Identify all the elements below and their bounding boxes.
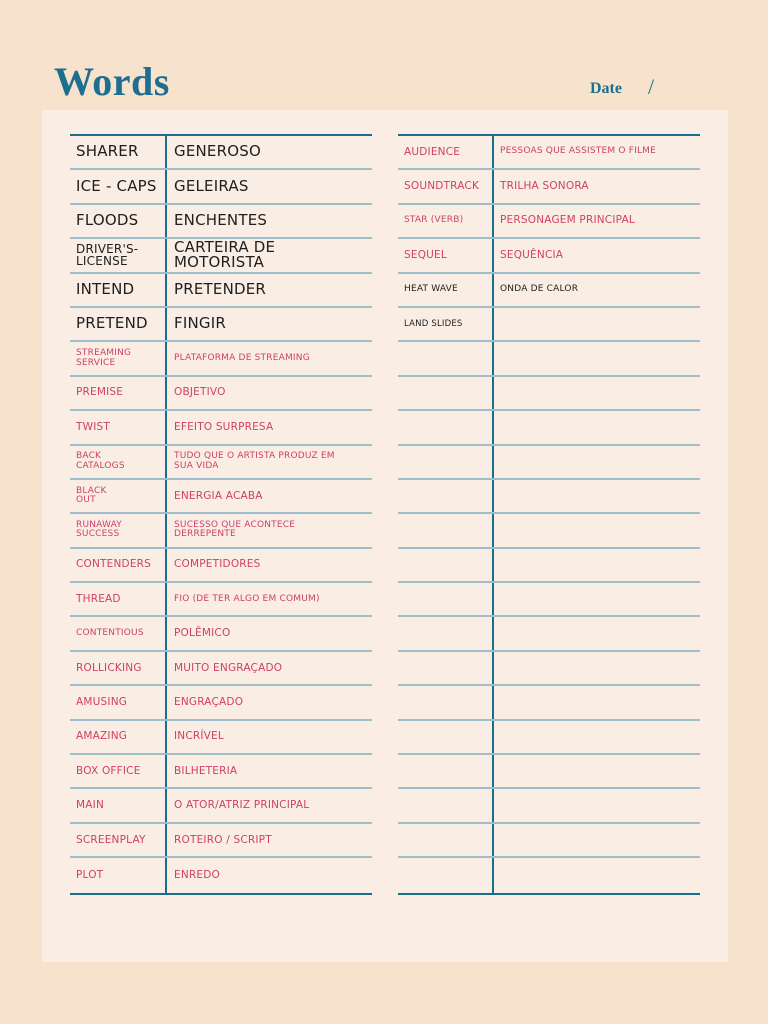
english-word: HEAT WAVE (404, 284, 458, 295)
english-word: STREAMING SERVICE (76, 348, 132, 368)
english-word: BACK CATALOGS (76, 451, 125, 471)
meaning-cell (500, 583, 698, 615)
vocab-row (70, 824, 372, 858)
vocab-row (398, 652, 700, 686)
word-cell (404, 411, 492, 443)
english-word: AUDIENCE (404, 145, 461, 158)
meaning-cell (500, 755, 698, 787)
meaning-cell (174, 755, 370, 787)
meaning-cell (174, 136, 370, 168)
meaning-cell (500, 480, 698, 512)
meaning-cell (500, 274, 698, 306)
word-cell (76, 652, 164, 684)
word-cell (76, 205, 164, 237)
english-word: BLACK OUT (76, 485, 107, 506)
meaning-cell (174, 514, 370, 546)
word-cell (76, 308, 164, 340)
meaning-cell (174, 480, 370, 512)
english-word: AMAZING (76, 730, 128, 743)
meaning-cell (174, 858, 370, 892)
meaning-cell (500, 617, 698, 649)
word-cell (76, 377, 164, 409)
vocab-row (70, 721, 372, 755)
meaning-cell (500, 342, 698, 374)
vocab-row (398, 549, 700, 583)
meaning-cell (500, 514, 698, 546)
vocab-row (70, 274, 372, 308)
vocab-row (70, 411, 372, 445)
vocab-row (70, 239, 372, 273)
vocab-row (398, 274, 700, 308)
vocab-row (398, 514, 700, 548)
word-cell (76, 583, 164, 615)
portuguese-meaning: FINGIR (174, 314, 226, 333)
portuguese-meaning: PERSONAGEM PRINCIPAL (500, 214, 635, 227)
date-separator: / (648, 74, 655, 99)
english-word: AMUSING (76, 695, 128, 708)
word-cell (404, 617, 492, 649)
portuguese-meaning: COMPETIDORES (174, 558, 261, 571)
word-cell (404, 446, 492, 478)
vocab-row (398, 858, 700, 892)
english-word: MAIN (76, 799, 104, 812)
meaning-cell (174, 617, 370, 649)
english-word: PRETEND (76, 314, 148, 333)
portuguese-meaning: BILHETERIA (174, 764, 238, 777)
word-cell (76, 170, 164, 202)
portuguese-meaning: PRETENDER (174, 279, 267, 298)
vocab-row (70, 652, 372, 686)
word-cell (404, 789, 492, 821)
word-cell (76, 789, 164, 821)
vocab-row (398, 377, 700, 411)
word-cell (404, 514, 492, 546)
portuguese-meaning: POLÊMICO (174, 627, 231, 640)
word-cell (404, 652, 492, 684)
english-word: LAND SLIDES (404, 318, 463, 329)
vocab-row (70, 377, 372, 411)
meaning-cell (500, 686, 698, 718)
word-cell (404, 858, 492, 892)
meaning-cell (500, 136, 698, 168)
word-cell (76, 549, 164, 581)
portuguese-meaning: PESSOAS QUE ASSISTEM O FILME (500, 146, 657, 157)
word-cell (404, 583, 492, 615)
english-word: CONTENTIOUS (76, 627, 144, 638)
portuguese-meaning: ROTEIRO / SCRIPT (174, 833, 272, 846)
word-cell (76, 721, 164, 753)
word-cell (404, 824, 492, 856)
portuguese-meaning: TRILHA SONORA (500, 180, 589, 193)
vocab-row (70, 480, 372, 514)
english-word: ICE - CAPS (76, 176, 157, 195)
vocabulary-table-left (70, 134, 372, 895)
meaning-cell (174, 652, 370, 684)
vocab-row (70, 789, 372, 823)
meaning-cell (174, 377, 370, 409)
word-cell (76, 480, 164, 512)
vocab-row (398, 617, 700, 651)
word-cell (76, 342, 164, 374)
vocab-row (70, 858, 372, 892)
portuguese-meaning: PLATAFORMA DE STREAMING (174, 352, 310, 363)
english-word: INTEND (76, 279, 135, 298)
word-cell (76, 824, 164, 856)
meaning-cell (500, 652, 698, 684)
word-cell (404, 342, 492, 374)
vocab-row (398, 824, 700, 858)
word-cell (404, 549, 492, 581)
word-cell (76, 446, 164, 478)
english-word: DRIVER'S- LICENSE (76, 241, 139, 269)
meaning-cell (174, 342, 370, 374)
vocab-row (70, 136, 372, 170)
portuguese-meaning: OBJETIVO (174, 386, 226, 399)
word-cell (76, 755, 164, 787)
word-cell (404, 205, 492, 237)
english-word: STAR (VERB) (404, 215, 464, 226)
vocab-row (398, 446, 700, 480)
meaning-cell (174, 308, 370, 340)
english-word: PREMISE (76, 386, 124, 399)
portuguese-meaning: CARTEIRA DE MOTORISTA (174, 239, 276, 272)
vocab-row (398, 308, 700, 342)
vocab-row (398, 755, 700, 789)
vocab-row (70, 342, 372, 376)
portuguese-meaning: SEQUÊNCIA (500, 248, 564, 261)
meaning-cell (500, 824, 698, 856)
word-cell (404, 170, 492, 202)
meaning-cell (500, 377, 698, 409)
meaning-cell (500, 858, 698, 892)
portuguese-meaning: GELEIRAS (174, 176, 249, 195)
portuguese-meaning: ONDA DE CALOR (500, 284, 579, 295)
portuguese-meaning: ENERGIA ACABA (174, 489, 263, 502)
word-cell (404, 308, 492, 340)
word-cell (404, 721, 492, 753)
portuguese-meaning: SUCESSO QUE ACONTECE DERREPENTE (174, 520, 296, 540)
meaning-cell (174, 721, 370, 753)
vocab-row (70, 170, 372, 204)
english-word: SHARER (76, 142, 139, 161)
word-cell (404, 274, 492, 306)
date-label: Date (590, 80, 622, 97)
vocab-row (398, 136, 700, 170)
portuguese-meaning: MUITO ENGRAÇADO (174, 661, 283, 674)
vocab-row (398, 789, 700, 823)
english-word: SOUNDTRACK (404, 180, 480, 193)
meaning-cell (500, 549, 698, 581)
vocab-row (398, 411, 700, 445)
vocabulary-sheet (42, 110, 728, 962)
vocab-row (70, 514, 372, 548)
meaning-cell (500, 170, 698, 202)
vocab-row (70, 205, 372, 239)
meaning-cell (500, 789, 698, 821)
meaning-cell (174, 686, 370, 718)
vocab-row (398, 583, 700, 617)
meaning-cell (500, 446, 698, 478)
vocab-row (398, 170, 700, 204)
vocab-row (70, 686, 372, 720)
meaning-cell (500, 308, 698, 340)
meaning-cell (174, 549, 370, 581)
vocab-row (398, 721, 700, 755)
meaning-cell (174, 824, 370, 856)
meaning-cell (174, 789, 370, 821)
english-word: FLOODS (76, 211, 139, 230)
english-word: RUNAWAY SUCCESS (76, 520, 123, 540)
meaning-cell (174, 170, 370, 202)
meaning-cell (174, 239, 370, 271)
vocab-row (398, 480, 700, 514)
portuguese-meaning: INCRÍVEL (174, 730, 224, 743)
word-cell (76, 136, 164, 168)
vocab-row (70, 617, 372, 651)
word-cell (76, 514, 164, 546)
word-cell (404, 377, 492, 409)
vocabulary-table-right (398, 134, 700, 895)
vocab-row (398, 205, 700, 239)
word-cell (404, 686, 492, 718)
english-word: CONTENDERS (76, 558, 152, 571)
english-word: THREAD (76, 592, 121, 605)
word-cell (76, 686, 164, 718)
english-word: PLOT (76, 868, 104, 881)
meaning-cell (500, 411, 698, 443)
word-cell (76, 858, 164, 892)
vocab-row (70, 755, 372, 789)
word-cell (404, 136, 492, 168)
meaning-cell (174, 411, 370, 443)
page-title: Words (54, 59, 170, 104)
vocab-row (398, 342, 700, 376)
word-cell (404, 480, 492, 512)
meaning-cell (174, 583, 370, 615)
portuguese-meaning: GENEROSO (174, 142, 261, 161)
vocab-row (70, 446, 372, 480)
english-word: TWIST (76, 420, 110, 433)
meaning-cell (500, 239, 698, 271)
english-word: SCREENPLAY (76, 833, 146, 846)
vocab-row (70, 308, 372, 342)
meaning-cell (174, 205, 370, 237)
portuguese-meaning: TUDO QUE O ARTISTA PRODUZ EM SUA VIDA (174, 451, 335, 471)
portuguese-meaning: O ATOR/ATRIZ PRINCIPAL (174, 799, 310, 812)
english-word: ROLLICKING (76, 661, 142, 674)
vocab-row (70, 549, 372, 583)
english-word: SEQUEL (404, 248, 447, 261)
meaning-cell (500, 721, 698, 753)
english-word: BOX OFFICE (76, 764, 141, 777)
portuguese-meaning: EFEITO SURPRESA (174, 420, 274, 433)
word-cell (76, 239, 164, 271)
portuguese-meaning: ENCHENTES (174, 211, 268, 230)
meaning-cell (174, 446, 370, 478)
meaning-cell (174, 274, 370, 306)
vocab-row (398, 686, 700, 720)
vocab-row (398, 239, 700, 273)
word-cell (76, 274, 164, 306)
word-cell (76, 411, 164, 443)
word-cell (404, 239, 492, 271)
portuguese-meaning: ENGRAÇADO (174, 695, 244, 708)
portuguese-meaning: FIO (DE TER ALGO EM COMUM) (174, 593, 320, 604)
vocab-row (70, 583, 372, 617)
word-cell (76, 617, 164, 649)
portuguese-meaning: ENREDO (174, 868, 220, 881)
word-cell (404, 755, 492, 787)
meaning-cell (500, 205, 698, 237)
